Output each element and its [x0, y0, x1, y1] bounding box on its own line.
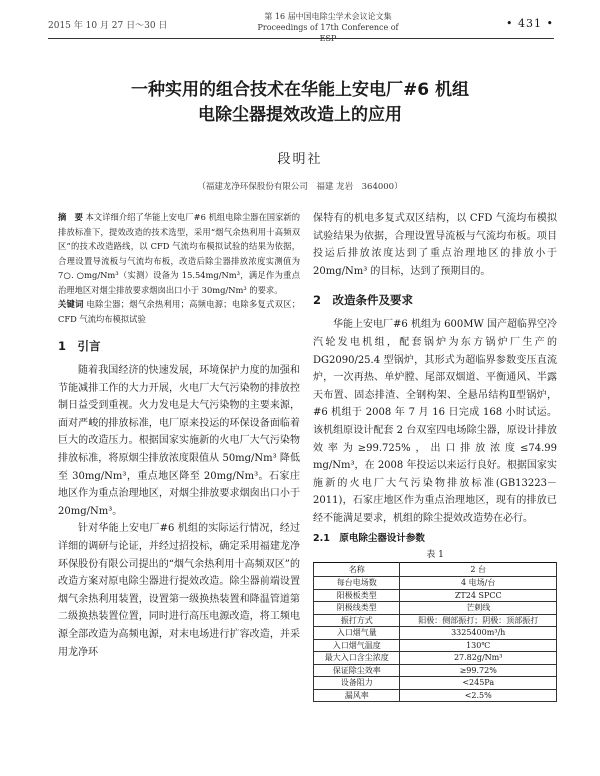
table-cell: 入口烟气温度 [314, 639, 400, 652]
conference-title-cn: 第 16 届中国电除尘学术会议论文集 [264, 12, 392, 21]
table-header-cell: 2 台 [400, 562, 557, 577]
table-cell: 最大入口含尘浓度 [314, 652, 400, 665]
paragraph: 华能上安电厂#6 机组为 600MW 国产超临界空冷汽轮发电机组，配套锅炉为东方锅炉厂生产的 DG2090/25.4 型锅炉，其形式为超临界参数变压直流炉，一次再热、单炉膛、尾部双烟道、平衡通风、半露天布置、固态排渣、全钢构架、全悬吊结构Ⅱ型锅炉，#6 机组于 2008 年 7 月 16 日完成 168 小时试运。该机组原设计配套 2 台双室四电场除尘器，原设计排放效率为≥99.725%，出口排放浓度≤74.99 mg/Nm³，在 2008 年投运以来运行良好。根据国家实施新的火电厂大气污染物排放标准(GB13223－2011)，石家庄地区作为重点治理地区，现有的排放已经不能满足要求，机组的除尘提效改造势在必行。 [313, 319, 557, 524]
abstract-label: 摘 要 [58, 212, 83, 222]
table-header-cell: 名称 [314, 562, 400, 577]
header-conference [248, 11, 408, 44]
keywords [58, 297, 300, 326]
table-row [314, 689, 557, 702]
table-cell: 阳极：侧部振打；阴极：顶部振打 [400, 614, 557, 627]
table-row [314, 652, 557, 665]
page-number: • 431 • [506, 17, 554, 30]
affiliation: （福建龙净环保股份有限公司 福建 龙岩 364000） [197, 182, 403, 192]
paragraph: 针对华能上安电厂#6 机组的实际运行情况，经过详细的调研与论证，并经过招投标，确定采用福建龙净环保股份有限公司提出的“烟气余热利用十高频双区”的改造方案对原电除尘器进行提效改造。除尘器前端设置烟气余热利用装置，设置第一级换热装置和降温管道第二级换热装置位置，同时进行高压电源改造，将工频电源全部改造为高频电源，对末电场进行扩容改造，并采用龙净环 [58, 523, 300, 658]
table-cell: 3325400m³/h [400, 627, 557, 640]
table-row [314, 639, 557, 652]
table-cell: 4 电场/台 [400, 577, 557, 590]
conference-title-en: Proceedings of 17th Conference of ESP [257, 23, 399, 43]
left-column [58, 210, 300, 661]
right-column [313, 210, 557, 702]
table-cell: ≥99.72% [400, 664, 557, 677]
table-header-row [314, 562, 557, 577]
table-cell: 入口烟气量 [314, 627, 400, 640]
table-cell: 每台电场数 [314, 577, 400, 590]
table-cell: 漏风率 [314, 689, 400, 702]
page-header [48, 6, 554, 43]
table-row [314, 677, 557, 690]
paragraph: 随着我国经济的快速发展，环境保护力度的加强和节能减排工作的大力开展，火电厂大气污染物的排放控制日益受到重视。火力发电是大气污染物的主要来源，面对严峻的排放标准，电厂原来投运的环保设备面临着巨大的改造压力。根据国家实施新的火电厂大气污染物排放标准，将原烟尘排放浓度限值从 50mg/Nm³ 降低至 30mg/Nm³，重点地区降至 20mg/Nm³。石家庄地区作为重点治理地区，对烟尘排放要求烟囱出口小于 20mg/Nm³。 [58, 365, 300, 517]
table-row [314, 664, 557, 677]
table-cell: 设备阻力 [314, 677, 400, 690]
section-2-heading: 2 改造条件及要求 [313, 293, 414, 308]
design-parameters-table [313, 562, 557, 703]
table-row [314, 627, 557, 640]
keywords-label: 关键词 [58, 299, 84, 309]
table-row [314, 577, 557, 590]
paper-title [0, 78, 600, 128]
table-caption: 表 1 [426, 549, 444, 560]
table-cell: 130℃ [400, 639, 557, 652]
abstract-text: 本文详细介绍了华能上安电厂#6 机组电除尘器在国家新的排放标准下，提效改造的技术选型，采用“烟气余热利用十高频双区”的技术改造路线，以 CFD 气流均布模拟试验的结果为依据，合理设置导流板与气流均布板，改造后除尘器排放浓度实测值为 7○. ○mg/Nm³（实测）设备为 15.54mg/Nm³，满足作为重点治理地区对烟尘排放要求烟囱出口小于 30mg/Nm³ 的要求。 [58, 212, 300, 295]
title-line-2: 电除尘器提效改造上的应用 [198, 105, 402, 125]
section-2-1-heading: 2.1 原电除尘器设计参数 [313, 532, 425, 544]
table-cell: 保证除尘效率 [314, 664, 400, 677]
table-cell: 27.82g/Nm³ [400, 652, 557, 665]
table-cell: 阳极板类型 [314, 589, 400, 602]
abstract [58, 210, 300, 297]
table-row [314, 602, 557, 615]
table-cell: <2.5% [400, 689, 557, 702]
table-cell: 振打方式 [314, 614, 400, 627]
keywords-text: 电除尘器；烟气余热利用；高频电源；电除多复式双区；CFD 气流均布模拟试验 [58, 299, 300, 324]
table-row [314, 614, 557, 627]
table-row [314, 589, 557, 602]
table-cell: <245Pa [400, 677, 557, 690]
title-line-1: 一种实用的组合技术在华能上安电厂#6 机组 [131, 80, 469, 100]
author: 段明社 [277, 152, 323, 167]
section-1-heading: 1 引言 [58, 339, 101, 353]
table-cell: ZT24 SPCC [400, 589, 557, 602]
paragraph: 保特有的机电多复式双区结构，以 CFD 气流均布模拟试验结果为依据，合理设置导流板与气流均布板。项目投运后排放浓度达到了重点治理地区的排放小于 20mg/Nm³ 的目标，达到了预期目的。 [313, 213, 557, 277]
table-cell: 阴极线类型 [314, 602, 400, 615]
header-date: 2015 年 10 月 27 日～30 日 [48, 21, 168, 31]
table-cell: 芒刺线 [400, 602, 557, 615]
